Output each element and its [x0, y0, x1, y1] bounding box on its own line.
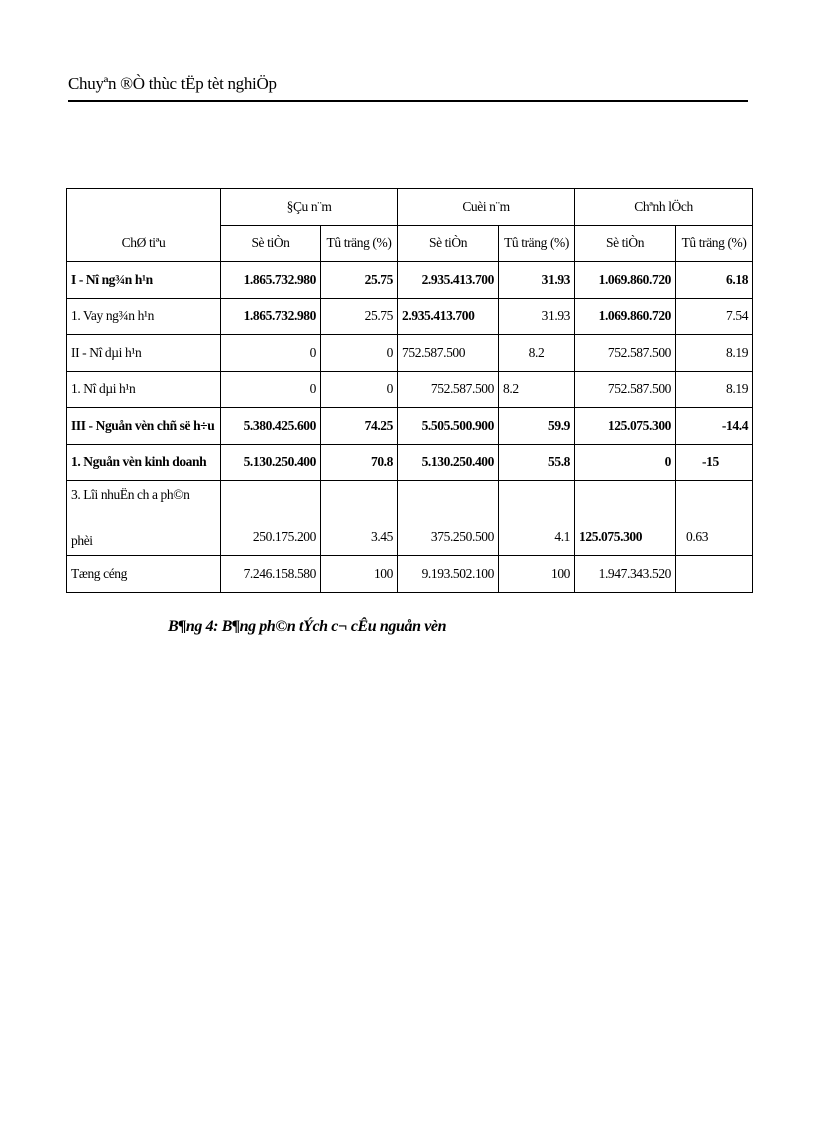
row-label-line1: 3. Lîi nhuËn ch a ph©n	[71, 487, 190, 503]
cell-value: 752.587.500	[575, 371, 676, 408]
cell-value: 7.54	[676, 298, 753, 335]
cell-value: 4.1	[499, 481, 575, 556]
cell-value: 74.25	[321, 408, 398, 445]
sub-header: Sè tiÒn	[575, 225, 676, 262]
cell-value: 1.069.860.720	[575, 262, 676, 299]
cell-value: 100	[499, 556, 575, 593]
cell-value: 0.63	[676, 481, 753, 556]
cell-value: 0	[221, 371, 321, 408]
cell-value: 25.75	[321, 262, 398, 299]
cell-value: 752.587.500	[575, 335, 676, 372]
cell-value: 752.587.500	[398, 371, 499, 408]
cell-value: 2.935.413.700	[398, 262, 499, 299]
col-group-difference: Chªnh lÖch	[575, 189, 753, 226]
col-group-start-year: §Çu n¨m	[221, 189, 398, 226]
cell-value: 31.93	[499, 298, 575, 335]
row-label: 1. Nî dµi h¹n	[67, 371, 221, 408]
cell-value: 5.130.250.400	[221, 444, 321, 481]
cell-value: 375.250.500	[398, 481, 499, 556]
table-row	[67, 335, 753, 372]
cell-value: 70.8	[321, 444, 398, 481]
cell-value: -14.4	[676, 408, 753, 445]
row-label	[67, 481, 221, 556]
cell-value: 1.865.732.980	[221, 262, 321, 299]
cell-value: 8.19	[676, 371, 753, 408]
col-group-end-year: Cuèi n¨m	[398, 189, 575, 226]
cell-value: 9.193.502.100	[398, 556, 499, 593]
sub-header: Sè tiÒn	[398, 225, 499, 262]
cell-value: 1.865.732.980	[221, 298, 321, 335]
cell-value: 5.505.500.900	[398, 408, 499, 445]
table-row	[67, 481, 753, 556]
row-label: 1. Vay ng¾n h¹n	[67, 298, 221, 335]
cell-value: 125.075.300	[575, 481, 676, 556]
cell-value: 0	[321, 335, 398, 372]
cell-value: 125.075.300	[575, 408, 676, 445]
table-row	[67, 408, 753, 445]
cell-value: 3.45	[321, 481, 398, 556]
cell-value: 5.380.425.600	[221, 408, 321, 445]
cell-value: 100	[321, 556, 398, 593]
page-header-title: Chuyªn ®Ò thùc tËp tèt nghiÖp	[68, 74, 277, 93]
table-caption: B¶ng 4: B¶ng ph©n tÝch c¬ cÊu nguån vèn	[168, 618, 447, 635]
row-header-label: ChØ tiªu	[67, 189, 221, 262]
cell-value: 8.19	[676, 335, 753, 372]
cell-value: 1.947.343.520	[575, 556, 676, 593]
cell-value: 31.93	[499, 262, 575, 299]
cell-value: 2.935.413.700	[398, 298, 499, 335]
cell-value: -15	[676, 444, 753, 481]
sub-header: Sè tiÒn	[221, 225, 321, 262]
cell-value: 55.8	[499, 444, 575, 481]
row-label-line2: phèi	[71, 533, 93, 549]
cell-value	[676, 556, 753, 593]
cell-value: 59.9	[499, 408, 575, 445]
table-row	[67, 298, 753, 335]
cell-value: 6.18	[676, 262, 753, 299]
cell-value: 7.246.158.580	[221, 556, 321, 593]
cell-value: 752.587.500	[398, 335, 499, 372]
cell-value: 5.130.250.400	[398, 444, 499, 481]
cell-value: 0	[321, 371, 398, 408]
cell-value: 8.2	[499, 335, 575, 372]
row-label: Tæng céng	[67, 556, 221, 593]
row-label: III - Nguån vèn chñ së h÷u	[67, 408, 221, 445]
sub-header: Tû träng (%)	[499, 225, 575, 262]
capital-structure-table	[66, 188, 753, 593]
sub-header: Tû träng (%)	[676, 225, 753, 262]
table-row	[67, 371, 753, 408]
cell-value: 25.75	[321, 298, 398, 335]
cell-value: 1.069.860.720	[575, 298, 676, 335]
table-row	[67, 262, 753, 299]
cell-value: 0	[575, 444, 676, 481]
row-label: I - Nî ng¾n h¹n	[67, 262, 221, 299]
sub-header: Tû träng (%)	[321, 225, 398, 262]
header-row-groups	[67, 189, 753, 226]
row-label: II - Nî dµi h¹n	[67, 335, 221, 372]
cell-value: 8.2	[499, 371, 575, 408]
table-row-total	[67, 556, 753, 593]
cell-value: 0	[221, 335, 321, 372]
table-row	[67, 444, 753, 481]
row-label: 1. Nguån vèn kinh doanh	[67, 444, 221, 481]
cell-value: 250.175.200	[221, 481, 321, 556]
header-divider	[68, 100, 748, 102]
